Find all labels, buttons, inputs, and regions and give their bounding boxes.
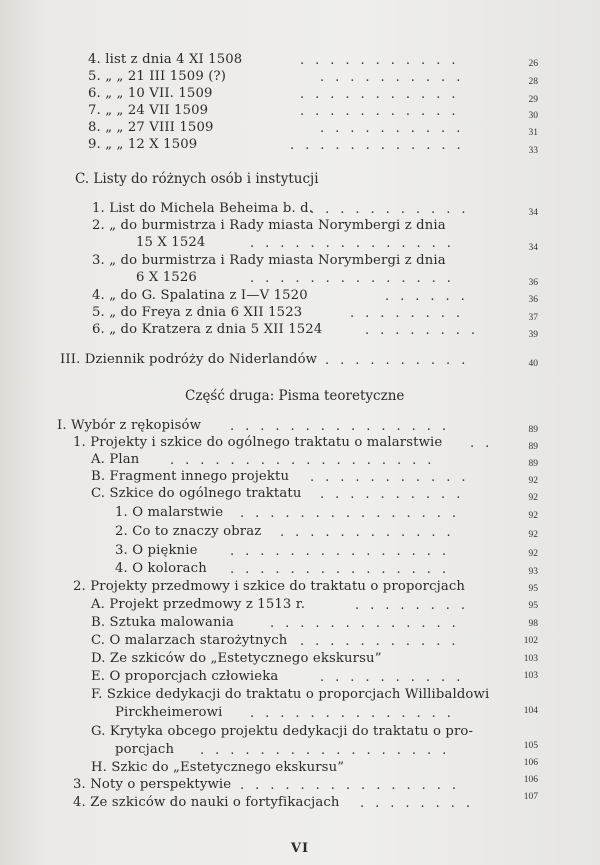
toc-entry: 6 X 1526: [136, 270, 197, 285]
leader-dots: .............: [270, 616, 467, 631]
toc-page-number: 29: [528, 95, 538, 105]
toc-page-number: 37: [528, 313, 538, 323]
leader-dots: ........: [365, 323, 487, 338]
toc-entry: A. Projekt przedmowy z 1513 r.: [91, 597, 306, 612]
leader-dots: ..........: [325, 353, 477, 368]
toc-entry: H. Szkic do „Estetycznego ekskursu”: [91, 760, 345, 775]
toc-entry: porcjach: [115, 742, 175, 757]
leader-dots: ........: [360, 796, 482, 811]
leader-dots: ...........: [300, 634, 467, 649]
toc-entry: 9. „ „ 12 X 1509: [88, 137, 198, 152]
leader-dots: ...............: [240, 778, 467, 793]
leader-dots: ..: [470, 436, 501, 451]
toc-page-number: 92: [528, 493, 538, 503]
toc-page-number: 103: [523, 654, 538, 664]
toc-entry: 4. Ze szkiców do nauki o fortyfikacjach: [73, 795, 340, 810]
toc-page-number: 104: [523, 706, 538, 716]
toc-entry: 5. „ do Freya z dnia 6 XII 1523: [92, 305, 303, 320]
toc-entry: 8. „ „ 27 VIII 1509: [88, 120, 214, 135]
leader-dots: ........: [350, 306, 472, 321]
leader-dots: ...........: [310, 470, 477, 485]
toc-page-number: 26: [528, 59, 538, 69]
toc-page-number: 98: [528, 619, 538, 629]
toc-entry: I. Wybór z rękopisów: [57, 418, 202, 433]
toc-page-number: 106: [523, 758, 538, 768]
toc-entry: 4. list z dnia 4 XI 1508: [88, 52, 243, 67]
toc-entry: 6. „ do Kratzera z dnia 5 XII 1524: [92, 322, 323, 337]
toc-entry: 1. O malarstwie: [115, 505, 224, 520]
leader-dots: .................: [200, 743, 458, 758]
toc-page-number: 95: [528, 601, 538, 611]
toc-page-number: 34: [528, 243, 538, 253]
leader-dots: ............: [290, 138, 472, 153]
leader-dots: ...........: [300, 104, 467, 119]
toc-entry: F. Szkice dedykacji do traktatu o proporcjach Willibaldowi: [91, 687, 490, 702]
toc-page-number: 89: [528, 459, 538, 469]
leader-dots: ...............: [230, 562, 457, 577]
toc-entry: B. Sztuka malowania: [91, 615, 234, 630]
toc-entry: B. Fragment innego projektu: [91, 469, 290, 484]
toc-entry: 4. O kolorach: [115, 561, 207, 576]
toc-page-number: 30: [528, 111, 538, 121]
section-heading-c: C. Listy do różnych osób i instytucji: [75, 171, 319, 187]
toc-page-number: 92: [528, 511, 538, 521]
leader-dots: ..................: [170, 453, 443, 468]
leader-dots: ..........: [320, 487, 472, 502]
leader-dots: ...............: [240, 506, 467, 521]
toc-entry: A. Plan: [91, 452, 140, 467]
toc-entry: 3. Noty o perspektywie: [73, 777, 232, 792]
leader-dots: ............: [280, 525, 462, 540]
toc-entry: 3. O pięknie: [115, 543, 198, 558]
toc-entry: Pirckheimerowi: [115, 705, 223, 720]
toc-entry: E. O proporcjach człowieka: [91, 669, 279, 684]
toc-entry: C. Szkice do ogólnego traktatu: [91, 486, 302, 501]
page-number: VI: [290, 841, 310, 856]
toc-page-number: 36: [528, 278, 538, 288]
toc-entry: D. Ze szkiców do „Estetycznego ekskursu”: [91, 651, 382, 666]
leader-dots: ..............: [250, 706, 462, 721]
toc-entry: 15 X 1524: [136, 235, 206, 250]
leader-dots: ...............: [230, 419, 457, 434]
leader-dots: ......: [385, 289, 476, 304]
toc-entry: 2. „ do burmistrza i Rady miasta Norymbergi z dnia: [92, 218, 446, 233]
toc-page-number: 28: [528, 77, 538, 87]
leader-dots: ..............: [250, 236, 462, 251]
leader-dots: ..........: [320, 121, 472, 136]
toc-page-number: 95: [528, 584, 538, 594]
toc-entry: 4. „ do G. Spalatina z I—V 1520: [92, 288, 308, 303]
toc-entry: III. Dziennik podróży do Niderlandów: [60, 352, 318, 367]
toc-entry: 2. Projekty przedmowy i szkice do traktatu o proporcjach: [73, 579, 466, 594]
leader-dots: ...........: [300, 53, 467, 68]
toc-page-number: 106: [523, 775, 538, 785]
leader-dots: ..........: [320, 70, 472, 85]
toc-page-number: 107: [523, 792, 538, 802]
toc-page-number: 31: [528, 128, 538, 138]
toc-entry: 7. „ „ 24 VII 1509: [88, 103, 209, 118]
leader-dots: ...........: [310, 202, 477, 217]
toc-entry: 2. Co to znaczy obraz: [115, 524, 262, 539]
toc-entry: 3. „ do burmistrza i Rady miasta Norymbergi z dnia: [92, 253, 446, 268]
toc-entry: 6. „ „ 10 VII. 1509: [88, 86, 213, 101]
leader-dots: ..............: [250, 271, 462, 286]
leader-dots: ..........: [320, 670, 472, 685]
toc-page-number: 33: [528, 146, 538, 156]
toc-page-number: 89: [528, 425, 538, 435]
leader-dots: ...............: [230, 544, 457, 559]
toc-page-number: 39: [528, 330, 538, 340]
toc-entry: C. O malarzach starożytnych: [91, 633, 288, 648]
toc-page-number: 93: [528, 567, 538, 577]
toc-entry: G. Krytyka obcego projektu dedykacji do traktatu o pro-: [91, 724, 474, 739]
toc-page-number: 105: [523, 741, 538, 751]
leader-dots: ...........: [300, 87, 467, 102]
toc-page-number: 36: [528, 295, 538, 305]
toc-page-number: 92: [528, 476, 538, 486]
toc-page-number: 89: [528, 442, 538, 452]
toc-page-number: 103: [523, 671, 538, 681]
toc-page-number: 102: [523, 636, 538, 646]
toc-entry: 5. „ „ 21 III 1509 (?): [88, 69, 227, 84]
toc-page-number: 34: [528, 208, 538, 218]
toc-entry: 1. Projekty i szkice do ogólnego traktatu o malarstwie: [73, 435, 443, 450]
toc-entry: 1. List do Michela Beheima b. d.: [92, 201, 314, 216]
toc-page-number: 40: [528, 359, 538, 369]
leader-dots: ........: [355, 598, 477, 613]
part-two-heading: Część druga: Pisma teoretyczne: [185, 388, 405, 404]
toc-page-number: 92: [528, 549, 538, 559]
toc-page-number: 92: [528, 530, 538, 540]
